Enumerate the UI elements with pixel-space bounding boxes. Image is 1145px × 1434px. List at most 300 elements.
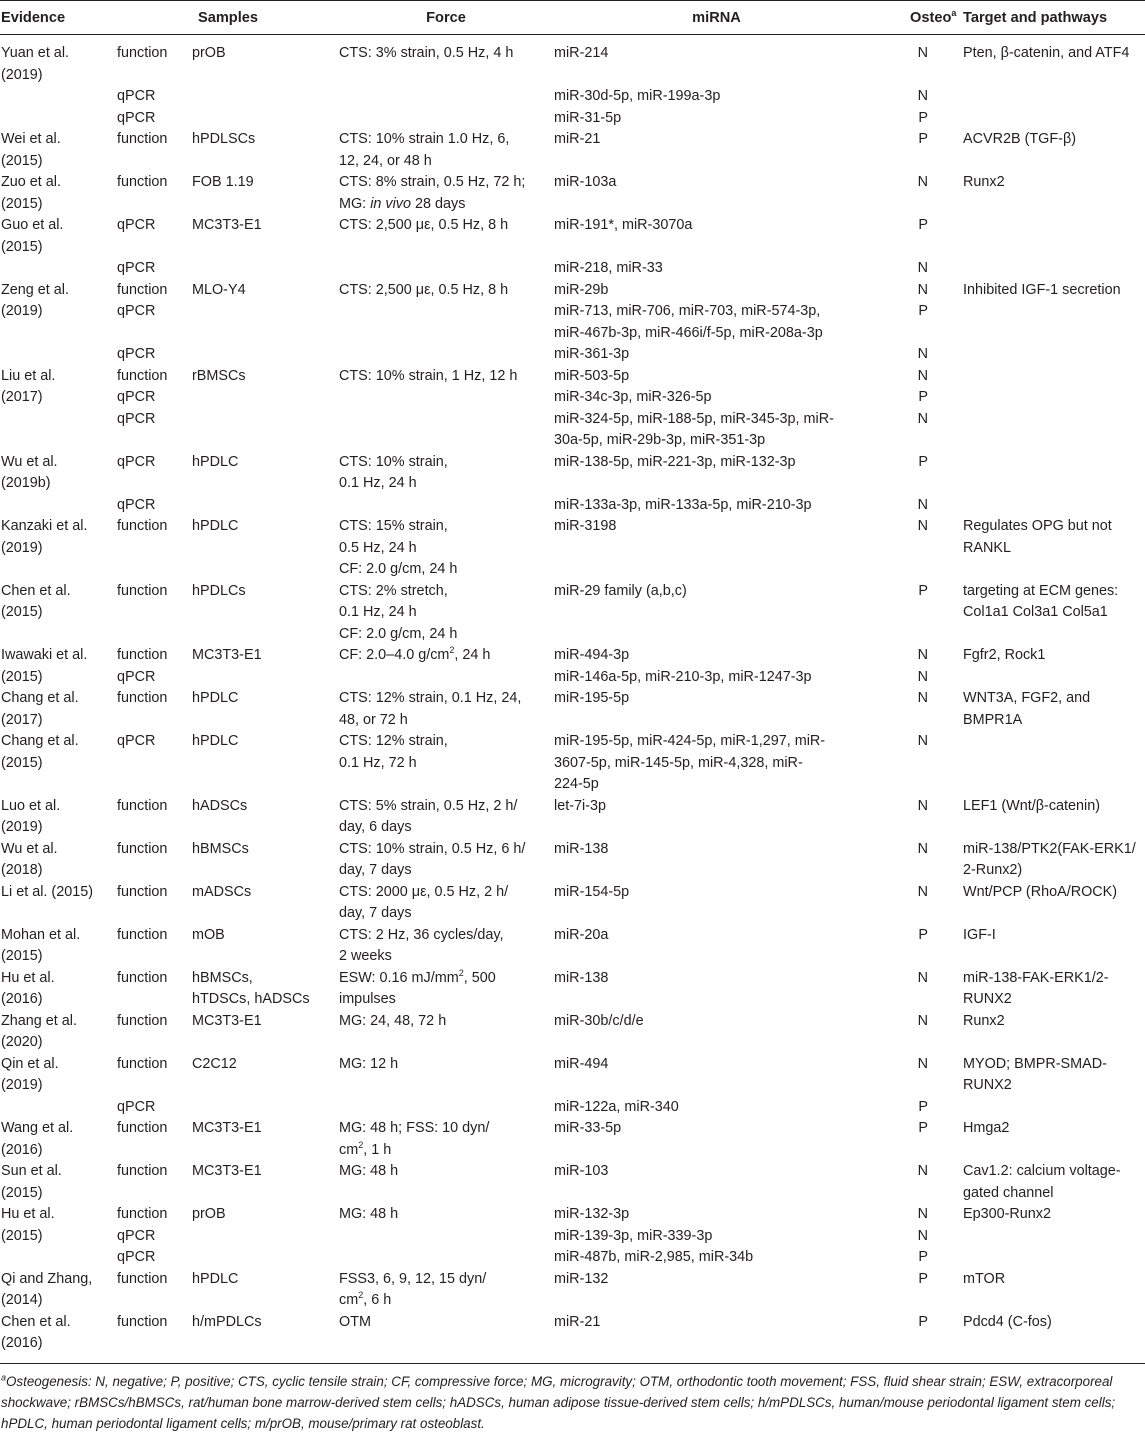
table-row xyxy=(0,108,1145,130)
evidence-cell-line: Zuo et al. xyxy=(1,174,61,190)
mirna-cell-line: miR-195-5p, miR-424-5p, miR-1,297, miR- xyxy=(554,733,826,749)
evidence-cell xyxy=(0,1097,117,1119)
table-row xyxy=(0,968,1145,1011)
samples-cell-line: hBMSCs xyxy=(192,840,249,857)
osteo-cell: N xyxy=(917,1163,928,1179)
table-row xyxy=(0,731,1145,796)
assay-type-cell xyxy=(117,1269,192,1312)
target-cell-line: ACVR2B (TGF-β) xyxy=(963,131,1077,147)
target-cell xyxy=(953,215,1145,258)
mirna-cell-line: miR-503-5p xyxy=(554,367,630,384)
force-cell xyxy=(339,1161,553,1204)
assay-type-cell-line: qPCR xyxy=(117,496,156,513)
assay-type-cell-line: function xyxy=(117,969,168,986)
assay-type-cell-line: function xyxy=(117,1206,168,1222)
samples-cell-line: MC3T3-E1 xyxy=(192,1120,262,1136)
samples-cell xyxy=(192,839,339,882)
mirna-cell-line: miR-218, miR-33 xyxy=(554,260,663,276)
target-cell-line: MYOD; BMPR-SMAD- xyxy=(963,1055,1107,1072)
samples-cell xyxy=(192,925,339,968)
evidence-cell-line: Chang et al. xyxy=(1,733,79,749)
target-cell xyxy=(953,968,1145,1011)
header-target: Target and pathways xyxy=(953,1,1145,35)
target-cell-line: BMPR1A xyxy=(963,711,1023,728)
evidence-cell-line: (2016) xyxy=(1,991,43,1007)
force-cell xyxy=(339,366,553,452)
force-cell xyxy=(339,839,553,882)
evidence-cell xyxy=(0,35,117,87)
target-cell xyxy=(953,581,1145,646)
evidence-cell xyxy=(0,645,117,688)
evidence-cell-line: Wei et al. xyxy=(1,131,61,147)
force-cell-line: 48, or 72 h xyxy=(339,711,408,728)
assay-type-cell xyxy=(117,968,192,1011)
force-cell-line: MG: in vivo 28 days xyxy=(339,195,466,212)
force-cell xyxy=(339,688,553,731)
force-cell xyxy=(339,645,553,688)
samples-cell xyxy=(192,1312,339,1363)
mirna-cell-line: miR-132 xyxy=(554,1270,609,1287)
target-cell-line: RUNX2 xyxy=(963,991,1012,1007)
force-cell xyxy=(339,215,553,258)
mirna-cell xyxy=(553,280,880,345)
assay-type-cell xyxy=(117,688,192,731)
samples-cell xyxy=(192,645,339,688)
assay-type-cell-line: function xyxy=(117,367,168,384)
force-cell-line: 0.1 Hz, 72 h xyxy=(339,754,417,771)
samples-cell xyxy=(192,1204,339,1269)
evidence-cell-line: Luo et al. xyxy=(1,797,61,814)
samples-cell-line: hADSCs xyxy=(192,797,248,814)
osteo-value: N xyxy=(917,668,928,685)
force-cell-line: CTS: 5% strain, 0.5 Hz, 2 h/ xyxy=(339,797,518,814)
assay-type-cell xyxy=(117,925,192,968)
force-cell xyxy=(339,35,553,87)
evidence-cell-line: (2019) xyxy=(1,819,43,835)
force-cell-line: OTM xyxy=(339,1313,371,1330)
force-cell-line: CTS: 10% strain, 0.5 Hz, 6 h/ xyxy=(339,840,526,857)
assay-type-cell-line: qPCR xyxy=(117,88,156,104)
force-cell-line: CTS: 2,500 με, 0.5 Hz, 8 h xyxy=(339,281,509,298)
evidence-cell xyxy=(0,1204,117,1269)
assay-type-cell xyxy=(117,35,192,87)
evidence-cell-line: (2019) xyxy=(1,66,43,83)
assay-type-cell xyxy=(117,839,192,882)
target-cell xyxy=(953,796,1145,839)
samples-cell-line: C2C12 xyxy=(192,1055,237,1072)
osteo-cell: N xyxy=(917,1055,928,1072)
evidence-cell xyxy=(0,129,117,172)
force-cell-line: CTS: 12% strain, xyxy=(339,733,448,749)
mirna-cell-line: miR-214 xyxy=(554,45,609,61)
samples-cell-line: hPDLC xyxy=(192,733,239,749)
force-cell xyxy=(339,882,553,925)
samples-cell-line: hBMSCs, xyxy=(192,969,253,986)
evidence-cell-line: (2015) xyxy=(1,1184,43,1201)
mirna-cell xyxy=(553,645,880,688)
assay-type-cell-line: qPCR xyxy=(117,303,156,319)
evidence-cell xyxy=(0,1312,117,1363)
force-cell-line: CTS: 10% strain, xyxy=(339,453,448,470)
table-row xyxy=(0,839,1145,882)
evidence-cell-line: (2020) xyxy=(1,1034,43,1050)
force-cell-line: MG: 24, 48, 72 h xyxy=(339,1012,447,1029)
evidence-cell-line: (2015) xyxy=(1,152,43,169)
target-cell-line: RANKL xyxy=(963,539,1011,556)
target-cell-line: Ep300-Runx2 xyxy=(963,1206,1052,1222)
mirna-cell xyxy=(553,516,880,581)
force-cell-line: day, 7 days xyxy=(339,905,412,921)
target-cell xyxy=(953,172,1145,215)
target-cell-line: Col1a1 Col3a1 Col5a1 xyxy=(963,604,1108,620)
target-cell xyxy=(953,516,1145,581)
osteo-cell: N xyxy=(917,88,928,104)
assay-type-cell xyxy=(117,1118,192,1161)
assay-type-cell-line: function xyxy=(117,582,168,599)
force-cell xyxy=(339,452,553,495)
target-cell-line: 2-Runx2) xyxy=(963,862,1023,878)
evidence-cell xyxy=(0,1011,117,1054)
osteo-cell: N xyxy=(917,733,928,749)
target-cell-line: targeting at ECM genes: xyxy=(963,582,1119,599)
mirna-cell xyxy=(553,1011,880,1054)
mirna-cell-line: 3607-5p, miR-145-5p, miR-4,328, miR- xyxy=(554,754,803,771)
osteo-cell: P xyxy=(918,1120,928,1136)
samples-cell xyxy=(192,172,339,215)
samples-cell-line: MC3T3-E1 xyxy=(192,217,262,233)
mirna-cell-line: miR-30b/c/d/e xyxy=(554,1012,644,1029)
target-cell-line: Runx2 xyxy=(963,174,1005,190)
target-cell-line: gated channel xyxy=(963,1184,1054,1201)
samples-cell-line: prOB xyxy=(192,1206,226,1222)
mirna-cell xyxy=(553,1161,880,1204)
table-row xyxy=(0,258,1145,280)
osteo-cell: N xyxy=(917,174,928,190)
assay-type-cell xyxy=(117,516,192,581)
assay-type-cell-line: qPCR xyxy=(117,1098,156,1115)
mirna-cell-line: miR-20a xyxy=(554,926,609,943)
mirna-cell xyxy=(553,108,880,130)
evidence-cell-line: Li et al. (2015) xyxy=(1,883,93,900)
target-cell-line: IGF-I xyxy=(963,926,996,943)
evidence-cell-line: (2016) xyxy=(1,1335,43,1351)
assay-type-cell-line: function xyxy=(117,1012,168,1029)
evidence-cell-line: (2015) xyxy=(1,195,43,212)
assay-type-cell-line: function xyxy=(117,840,168,857)
force-cell-line: CTS: 2000 με, 0.5 Hz, 2 h/ xyxy=(339,883,509,900)
mirna-cell xyxy=(553,495,880,517)
assay-type-cell xyxy=(117,1011,192,1054)
evidence-cell xyxy=(0,796,117,839)
mirna-cell-line: miR-713, miR-706, miR-703, miR-574-3p, xyxy=(554,303,821,319)
evidence-cell-line: (2015) xyxy=(1,948,43,964)
evidence-cell xyxy=(0,1054,117,1097)
evidence-cell-line: (2019) xyxy=(1,1077,43,1093)
assay-type-cell-line: function xyxy=(117,883,168,900)
samples-cell xyxy=(192,1097,339,1119)
mirna-cell-line: 30a-5p, miR-29b-3p, miR-351-3p xyxy=(554,432,766,448)
assay-type-cell xyxy=(117,280,192,345)
target-cell xyxy=(953,688,1145,731)
samples-cell-line: MC3T3-E1 xyxy=(192,1163,262,1179)
samples-cell xyxy=(192,108,339,130)
assay-type-cell-line: qPCR xyxy=(117,217,156,233)
evidence-cell-line: (2015) xyxy=(1,1227,43,1244)
assay-type-cell xyxy=(117,882,192,925)
header-evidence: Evidence xyxy=(0,1,117,35)
mirna-cell-line: miR-146a-5p, miR-210-3p, miR-1247-3p xyxy=(554,668,812,685)
mirna-cell-line: miR-494 xyxy=(554,1055,609,1072)
evidence-cell xyxy=(0,968,117,1011)
assay-type-cell-line: function xyxy=(117,281,168,298)
force-cell-line: CF: 2.0 g/cm, 24 h xyxy=(339,625,458,642)
evidence-cell xyxy=(0,86,117,108)
force-cell xyxy=(339,1011,553,1054)
osteo-cell: N xyxy=(917,840,928,857)
force-cell xyxy=(339,495,553,517)
evidence-cell xyxy=(0,280,117,345)
assay-type-cell xyxy=(117,1312,192,1363)
force-cell-line: CF: 2.0 g/cm, 24 h xyxy=(339,561,458,577)
target-cell xyxy=(953,280,1145,345)
osteo-cell: N xyxy=(917,518,928,534)
assay-type-cell xyxy=(117,108,192,130)
target-cell xyxy=(953,1011,1145,1054)
osteo-value: N xyxy=(917,647,928,663)
osteo-cell: N xyxy=(917,45,928,61)
assay-type-cell-line: function xyxy=(117,690,168,706)
mirna-cell xyxy=(553,968,880,1011)
target-cell-line: Hmga2 xyxy=(963,1120,1010,1136)
table-row xyxy=(0,645,1145,688)
force-cell xyxy=(339,1118,553,1161)
samples-cell-line: hPDLSCs xyxy=(192,131,256,147)
table-row xyxy=(0,344,1145,366)
samples-cell-line: MLO-Y4 xyxy=(192,281,246,298)
mirna-cell-line: miR-21 xyxy=(554,131,601,147)
force-cell xyxy=(339,1204,553,1269)
force-cell-line: CTS: 15% strain, xyxy=(339,518,448,534)
samples-cell-line: hPDLC xyxy=(192,690,239,706)
evidence-cell-line: (2015) xyxy=(1,604,43,620)
samples-cell xyxy=(192,796,339,839)
samples-cell xyxy=(192,366,339,452)
evidence-cell-line: (2019) xyxy=(1,539,43,556)
mirna-cell-line: miR-139-3p, miR-339-3p xyxy=(554,1227,713,1244)
target-cell xyxy=(953,645,1145,688)
osteo-value: P xyxy=(918,303,928,319)
target-cell xyxy=(953,1204,1145,1269)
force-cell xyxy=(339,258,553,280)
target-cell-line: Inhibited IGF-1 secretion xyxy=(963,281,1121,298)
assay-type-cell-line: function xyxy=(117,1163,168,1179)
mirna-cell xyxy=(553,925,880,968)
samples-cell-line: prOB xyxy=(192,45,226,61)
table-row xyxy=(0,452,1145,495)
samples-cell-line: mOB xyxy=(192,926,225,943)
table-row xyxy=(0,688,1145,731)
table-row xyxy=(0,581,1145,646)
osteo-cell: N xyxy=(917,969,928,986)
force-cell xyxy=(339,925,553,968)
force-cell-line: FSS3, 6, 9, 12, 15 dyn/ xyxy=(339,1270,487,1287)
evidence-cell-line: (2017) xyxy=(1,389,43,405)
evidence-cell xyxy=(0,172,117,215)
evidence-cell-line: Sun et al. xyxy=(1,1163,62,1179)
force-cell xyxy=(339,86,553,108)
assay-type-cell xyxy=(117,1204,192,1269)
assay-type-cell xyxy=(117,1161,192,1204)
force-cell xyxy=(339,516,553,581)
evidence-cell-line: Qi and Zhang, xyxy=(1,1270,93,1287)
force-cell-line: $cm^2$, 1 h xyxy=(339,1139,392,1158)
evidence-cell-line: (2018) xyxy=(1,862,43,878)
evidence-cell xyxy=(0,581,117,646)
osteo-cell: P xyxy=(918,109,928,126)
assay-type-cell xyxy=(117,344,192,366)
mirna-cell-line: miR-29b xyxy=(554,281,609,298)
table-row xyxy=(0,280,1145,345)
target-cell-line: Pdcd4 (C-fos) xyxy=(963,1313,1052,1330)
evidence-cell-line: Chen et al. xyxy=(1,582,71,599)
mirna-cell-line: miR-133a-3p, miR-133a-5p, miR-210-3p xyxy=(554,496,812,513)
mirna-cell-line: miR-138 xyxy=(554,840,609,857)
assay-type-cell xyxy=(117,581,192,646)
mirna-cell xyxy=(553,1118,880,1161)
target-cell xyxy=(953,1118,1145,1161)
samples-cell-line: hTDSCs, hADSCs xyxy=(192,991,310,1007)
table-header xyxy=(0,1,1145,35)
force-cell-line: CTS: 2,500 με, 0.5 Hz, 8 h xyxy=(339,217,509,233)
force-cell-line: 2 weeks xyxy=(339,948,392,964)
mirna-cell-line: miR-138-5p, miR-221-3p, miR-132-3p xyxy=(554,453,796,470)
mirna-cell xyxy=(553,731,880,796)
force-cell-line: CTS: 8% strain, 0.5 Hz, 72 h; xyxy=(339,174,526,190)
assay-type-cell-line: function xyxy=(117,518,168,534)
evidence-cell-line: (2015) xyxy=(1,668,43,685)
table-row xyxy=(0,1118,1145,1161)
mirna-cell xyxy=(553,452,880,495)
mirna-cell-line: let-7i-3p xyxy=(554,797,606,814)
evidence-cell-line: Wu et al. xyxy=(1,453,58,470)
force-cell-line: CTS: 10% strain 1.0 Hz, 6, xyxy=(339,131,510,147)
assay-type-cell-line: function xyxy=(117,1313,168,1330)
mirna-cell xyxy=(553,35,880,87)
target-cell xyxy=(953,1097,1145,1119)
target-cell xyxy=(953,344,1145,366)
evidence-cell xyxy=(0,215,117,258)
samples-cell xyxy=(192,1011,339,1054)
force-cell-line: CTS: 2% stretch, xyxy=(339,582,448,599)
mirna-cell xyxy=(553,882,880,925)
osteo-cell xyxy=(880,645,953,688)
osteo-cell: N xyxy=(917,797,928,814)
table-row xyxy=(0,516,1145,581)
header-mirna: miRNA xyxy=(553,1,880,35)
target-cell-line: Wnt/PCP (RhoA/ROCK) xyxy=(963,883,1118,900)
osteo-cell: P xyxy=(918,1313,928,1330)
force-cell xyxy=(339,581,553,646)
evidence-cell xyxy=(0,108,117,130)
mirna-cell xyxy=(553,839,880,882)
force-cell-line: day, 7 days xyxy=(339,862,412,878)
samples-cell xyxy=(192,129,339,172)
mirna-cell-line: 224-5p xyxy=(554,776,599,792)
osteo-cell: N xyxy=(917,690,928,706)
osteo-cell: P xyxy=(918,131,928,147)
target-cell xyxy=(953,495,1145,517)
evidence-cell-line: Yuan et al. xyxy=(1,45,70,61)
osteo-cell: N xyxy=(917,883,928,900)
table-row xyxy=(0,129,1145,172)
osteo-cell: P xyxy=(918,1098,928,1115)
mirna-cell xyxy=(553,172,880,215)
mirna-cell-line: miR-33-5p xyxy=(554,1120,622,1136)
assay-type-cell-line: qPCR xyxy=(117,668,156,685)
osteo-value: P xyxy=(918,389,928,405)
mirna-cell xyxy=(553,1312,880,1363)
assay-type-cell xyxy=(117,796,192,839)
samples-cell-line: hPDLCs xyxy=(192,582,246,599)
table-footnote xyxy=(0,1364,1141,1434)
evidence-cell xyxy=(0,731,117,796)
force-cell xyxy=(339,1269,553,1312)
table-row xyxy=(0,215,1145,258)
table-row xyxy=(0,1204,1145,1269)
target-cell-line: LEF1 (Wnt/β-catenin) xyxy=(963,797,1101,814)
assay-type-cell-line: function xyxy=(117,1270,168,1287)
force-cell-line: CTS: 10% strain, 1 Hz, 12 h xyxy=(339,367,518,384)
table-row xyxy=(0,796,1145,839)
target-cell-line: miR-138/PTK2(FAK-ERK1/ xyxy=(963,840,1136,857)
osteo-cell xyxy=(880,1204,953,1269)
evidence-cell-line: (2016) xyxy=(1,1141,43,1158)
force-cell xyxy=(339,1054,553,1097)
force-cell-line: CTS: 3% strain, 0.5 Hz, 4 h xyxy=(339,45,514,61)
target-cell xyxy=(953,35,1145,87)
table-row xyxy=(0,1312,1145,1363)
assay-type-cell-line: function xyxy=(117,131,168,147)
mirna-cell-line: miR-122a, miR-340 xyxy=(554,1098,679,1115)
mirna-cell-line: miR-31-5p xyxy=(554,109,622,126)
force-cell-line: 0.1 Hz, 24 h xyxy=(339,604,417,620)
force-cell xyxy=(339,344,553,366)
samples-cell xyxy=(192,258,339,280)
target-cell-line: Pten, β-catenin, and ATF4 xyxy=(963,45,1130,61)
mirna-cell xyxy=(553,1204,880,1269)
assay-type-cell xyxy=(117,172,192,215)
evidence-cell xyxy=(0,344,117,366)
force-cell-line: 0.1 Hz, 24 h xyxy=(339,475,417,491)
evidence-cell-line: Guo et al. xyxy=(1,217,64,233)
assay-type-cell-line: qPCR xyxy=(117,260,156,276)
samples-cell xyxy=(192,882,339,925)
evidence-cell-line: (2019b) xyxy=(1,475,51,491)
samples-cell-line: rBMSCs xyxy=(192,367,246,384)
target-cell xyxy=(953,1054,1145,1097)
osteo-cell: P xyxy=(918,217,928,233)
samples-cell-line: hPDLC xyxy=(192,1270,239,1287)
force-cell xyxy=(339,796,553,839)
table-body xyxy=(0,35,1145,1363)
mirna-cell-line: miR-487b, miR-2,985, miR-34b xyxy=(554,1249,754,1265)
mirna-cell-line: miR-195-5p xyxy=(554,690,630,706)
force-cell-line: MG: 48 h xyxy=(339,1206,399,1222)
footnote-text: Osteogenesis: N, negative; P, positive; CTS, cyclic tensile strain; CF, compressive force; MG, microgravity; OTM, orthodontic tooth movement; FSS, fluid shear strain; ESW, extracorporeal shockwave; rBMSCs/hBMSCs, rat/human bone marrow-derived stem cells; hADSCs, human adipose tissue-derived stem cells; h/mPDLSCs, human/mouse periodontal ligament stem cells; hPDLC, human periodontal ligament cells; m/prOB, mouse/primary rat osteoblast. xyxy=(1,1373,1116,1431)
target-cell xyxy=(953,882,1145,925)
evidence-cell-line: Wang et al. xyxy=(1,1120,74,1136)
mirna-cell-line: miR-138 xyxy=(554,969,609,986)
